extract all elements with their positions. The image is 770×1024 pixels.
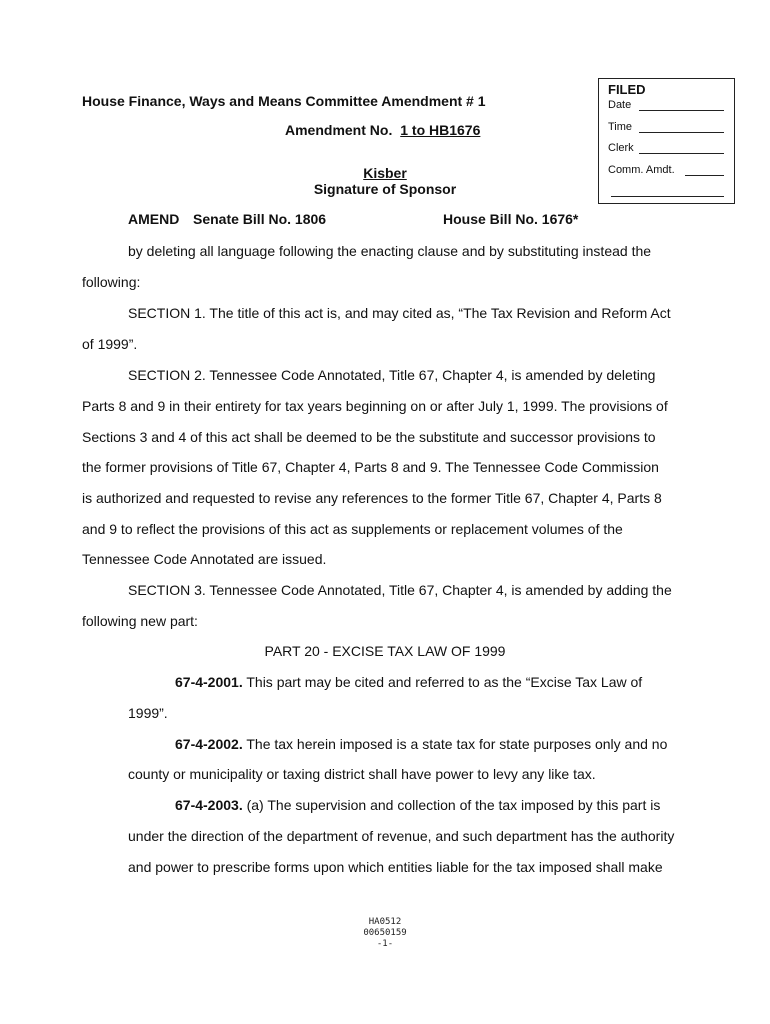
section-2002-continued: county or municipality or taxing district shall have power to levy any like tax.: [128, 766, 596, 782]
body-line-8: the former provisions of Title 67, Chapter 4, Parts 8 and 9. The Tennessee Code Commission: [82, 459, 659, 475]
body-line-3: SECTION 1. The title of this act is, and may cited as, “The Tax Revision and Reform Act: [128, 305, 671, 321]
amend-label: AMEND: [128, 211, 180, 227]
section-2003-text: (a) The supervision and collection of the tax imposed by this part is: [242, 797, 661, 813]
body-line-13: following new part:: [82, 613, 198, 629]
section-2002: [175, 735, 667, 753]
filed-comm-amdt-label: Comm. Amdt.: [608, 164, 675, 176]
sponsor-name: Kisber: [363, 165, 407, 181]
footer-code-2: 00650159: [363, 928, 407, 938]
section-2003-number: 67-4-2003.: [175, 797, 243, 813]
section-2001-continued: 1999”.: [128, 705, 168, 721]
body-line-6: Parts 8 and 9 in their entirety for tax years beginning on or after July 1, 1999. The provisions of: [82, 398, 668, 414]
section-2002-text: The tax herein imposed is a state tax for state purposes only and no: [242, 736, 668, 752]
body-line-5: SECTION 2. Tennessee Code Annotated, Title 67, Chapter 4, is amended by deleting: [128, 367, 656, 383]
section-2001-number: 67-4-2001.: [175, 674, 243, 690]
body-line-7: Sections 3 and 4 of this act shall be deemed to be the substitute and successor provisions to: [82, 429, 656, 445]
filed-time-line: [639, 132, 724, 133]
body-line-12: SECTION 3. Tennessee Code Annotated, Title 67, Chapter 4, is amended by adding the: [128, 582, 672, 598]
section-2003-continued-2: and power to prescribe forms upon which entities liable for the tax imposed shall make: [128, 859, 663, 875]
sponsor-caption: Signature of Sponsor: [313, 181, 457, 197]
senate-bill: Senate Bill No. 1806: [193, 211, 327, 227]
amendment-bill: 1 to HB1676: [400, 122, 481, 138]
body-line-11: Tennessee Code Annotated are issued.: [82, 551, 327, 567]
body-line-4: of 1999”.: [82, 336, 138, 352]
section-2002-number: 67-4-2002.: [175, 736, 243, 752]
part-heading: PART 20 - EXCISE TAX LAW OF 1999: [264, 643, 506, 659]
section-2001-text: This part may be cited and referred to as the “Excise Tax Law of: [242, 674, 643, 690]
house-bill: House Bill No. 1676*: [443, 211, 579, 227]
amendment-number: [285, 122, 480, 138]
section-2003-continued-1: under the direction of the department of revenue, and such department has the authority: [128, 828, 675, 844]
filed-date-line: [639, 110, 724, 111]
body-line-1: by deleting all language following the enacting clause and by substituting instead the: [128, 243, 652, 259]
filed-time-label: Time: [608, 121, 633, 133]
body-line-9: is authorized and requested to revise any references to the former Title 67, Chapter 4, Parts 8: [82, 490, 662, 506]
filed-title: FILED: [608, 82, 646, 97]
filed-clerk-line: [639, 153, 724, 154]
page-number: -1-: [376, 939, 394, 949]
footer-code-1: HA0512: [368, 917, 402, 927]
body-line-2: following:: [82, 274, 141, 290]
committee-title: House Finance, Ways and Means Committee Amendment # 1: [82, 93, 486, 109]
section-2001: [175, 673, 642, 691]
section-2003: [175, 796, 660, 814]
amendment-prefix: Amendment No.: [285, 122, 393, 138]
filed-date-label: Date: [608, 99, 632, 111]
body-line-10: and 9 to reflect the provisions of this act as supplements or replacement volumes of the: [82, 521, 623, 537]
filed-clerk-label: Clerk: [608, 142, 634, 154]
